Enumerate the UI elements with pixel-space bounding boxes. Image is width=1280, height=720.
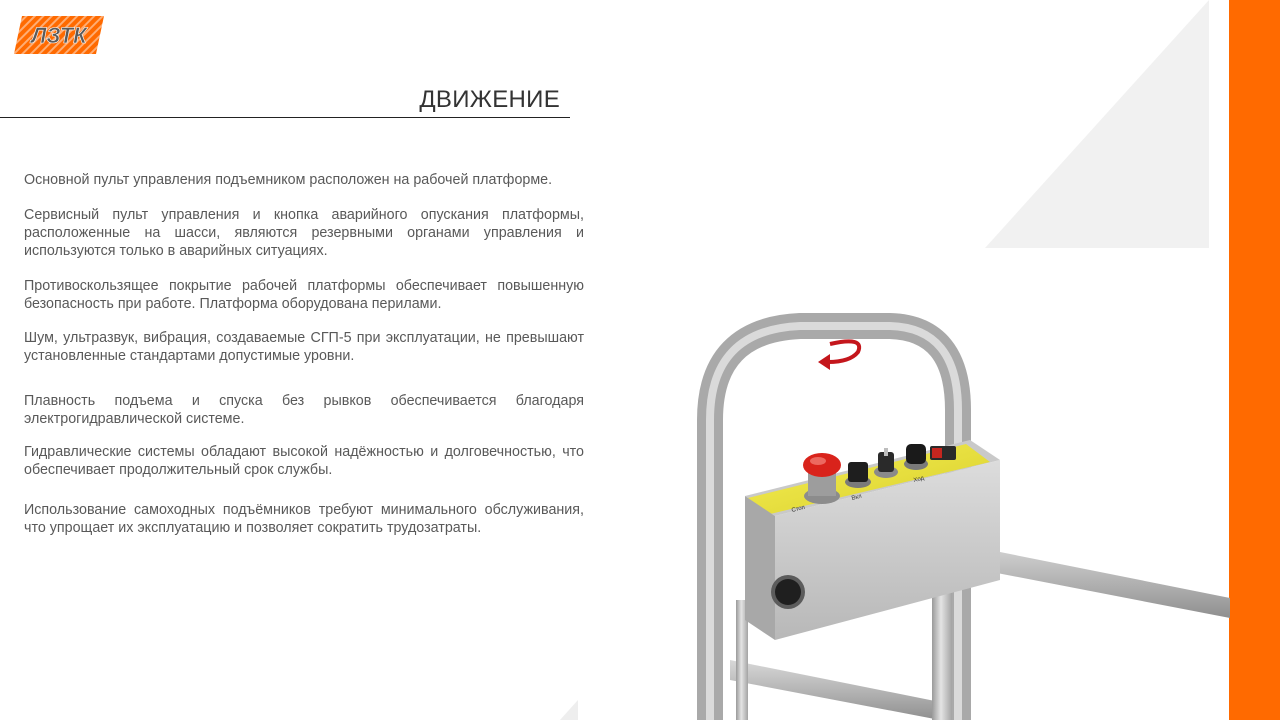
- paragraph-control-panel: Основной пульт управления подъемником расположен на рабочей платформе.: [24, 172, 553, 188]
- accent-bar: [1229, 0, 1280, 720]
- company-logo: [12, 12, 106, 58]
- rotation-arrow-head: [818, 354, 830, 370]
- selector-switch: [848, 462, 868, 482]
- paragraph-smoothness: Плавность подъема и спуска без рывков обеспечивается благодаря электрогидравлической системе.: [24, 393, 584, 427]
- title-underline: [0, 117, 570, 118]
- key: [884, 448, 888, 456]
- rail-horizontal-lower: [730, 660, 940, 720]
- push-button: [906, 444, 926, 464]
- logo-text: ЛЗТК: [31, 23, 87, 48]
- panel-label-left: Стоп: [791, 504, 806, 514]
- panel-label-mid: Вкл: [851, 493, 863, 502]
- paragraph-anti-slip: Противоскользящее покрытие рабочей платформы обеспечивает повышенную безопасность при работе. Платформа оборудована перилами.: [24, 278, 584, 312]
- rotation-arrow: [828, 341, 859, 362]
- page-title: ДВИЖЕНИЕ: [419, 86, 560, 113]
- stop-button: [803, 453, 841, 477]
- background-triangle-top: [985, 0, 1209, 248]
- paragraph-noise: Шум, ультразвук, вибрация, создаваемые СГП-5 при эксплуатации, не превышают установленные стандартами допустимые уровни.: [24, 330, 584, 364]
- stop-button-highlight: [810, 457, 826, 465]
- control-panel-photo: [690, 300, 1230, 720]
- toggle-switch-red: [932, 448, 942, 458]
- service-button: [775, 579, 801, 605]
- paragraph-hydraulics: Гидравлические системы обладают высокой надёжностью и долговечностью, что обеспечивает продолжительный срок службы.: [24, 444, 584, 478]
- panel-label-right: Ход: [913, 475, 925, 484]
- background-triangle-bottom: [560, 700, 578, 720]
- control-box-side: [745, 496, 775, 640]
- paragraph-maintenance: Использование самоходных подъёмников требуют минимального обслуживания, что упрощает их эксплуатацию и позволяет сократить трудозатраты.: [24, 502, 584, 536]
- paragraph-service-panel: Сервисный пульт управления и кнопка аварийного опускания платформы, расположенные на шасси, являются резервными органами управления и используются только в аварийных ситуациях.: [24, 207, 584, 259]
